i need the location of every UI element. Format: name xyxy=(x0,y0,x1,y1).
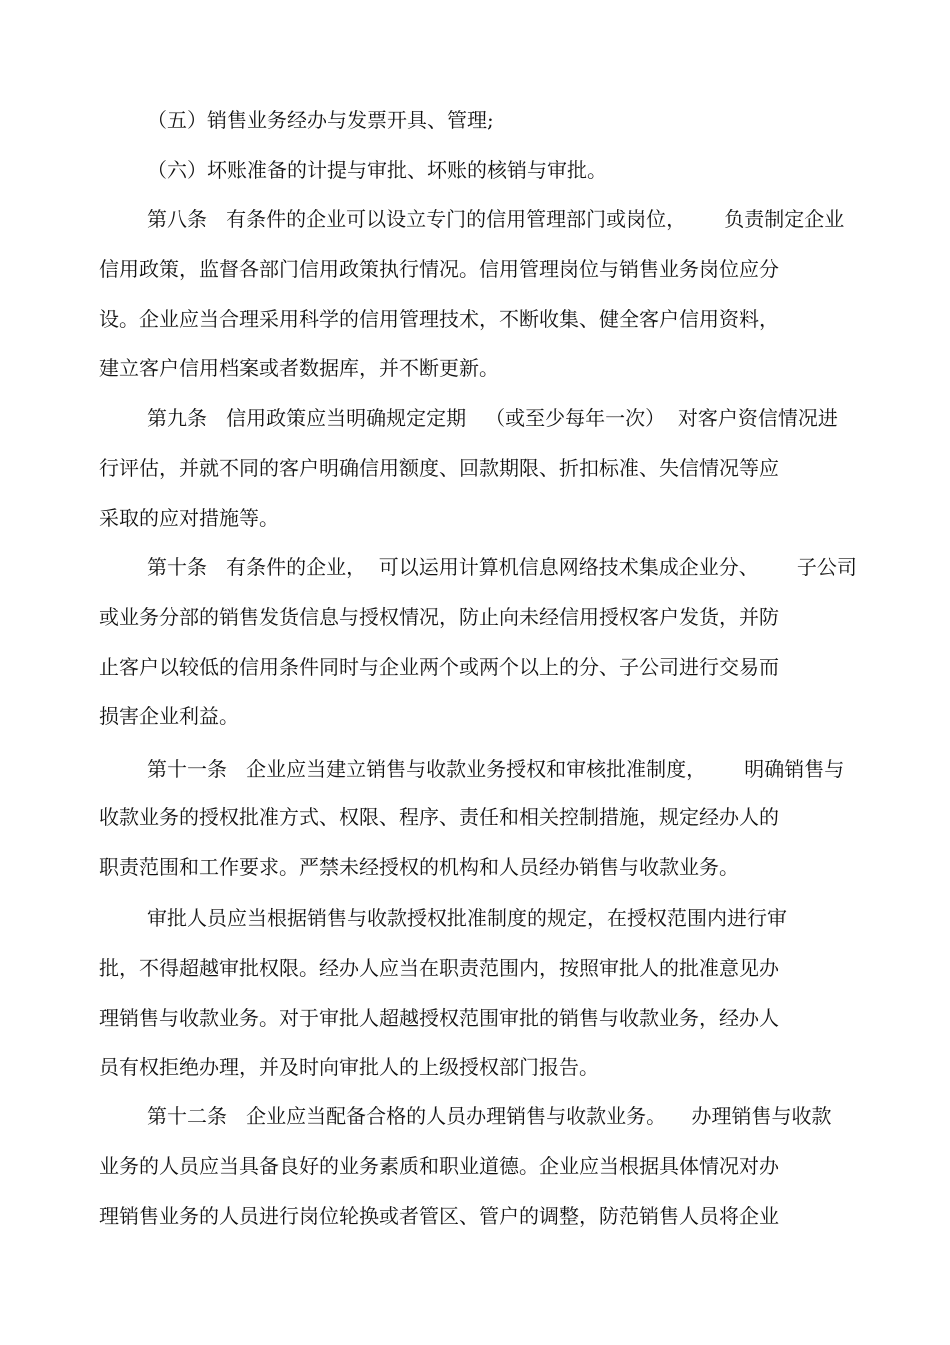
text-line: 第九条 信用政策应当明确规定定期 （或至少每年一次） 对客户资信情况进 xyxy=(147,406,838,430)
text-line: 第十一条 企业应当建立销售与收款业务授权和审核批准制度， 明确销售与 xyxy=(147,757,845,781)
text-line: 或业务分部的销售发货信息与授权情况，防止向未经信用授权客户发货，并防 xyxy=(99,605,779,629)
text-line: 收款业务的授权批准方式、权限、程序、责任和相关控制措施，规定经办人的 xyxy=(99,805,779,829)
text-line: 理销售业务的人员进行岗位轮换或者管区、管户的调整，防范销售人员将企业 xyxy=(99,1204,779,1228)
text-line: 行评估，并就不同的客户明确信用额度、回款期限、折扣标准、失信情况等应 xyxy=(99,456,779,480)
text-line: 第十二条 企业应当配备合格的人员办理销售与收款业务。 办理销售与收款 xyxy=(147,1104,832,1128)
text-line: 职责范围和工作要求。严禁未经授权的机构和人员经办销售与收款业务。 xyxy=(99,855,739,879)
text-line: （六）坏账准备的计提与审批、坏账的核销与审批。 xyxy=(147,158,607,182)
text-line: 第八条 有条件的企业可以设立专门的信用管理部门或岗位， 负责制定企业 xyxy=(147,207,845,231)
text-line: 审批人员应当根据销售与收款授权批准制度的规定，在授权范围内进行审 xyxy=(147,906,787,930)
text-line: 第十条 有条件的企业， 可以运用计算机信息网络技术集成企业分、 子公司 xyxy=(147,555,857,579)
text-line: 业务的人员应当具备良好的业务素质和职业道德。企业应当根据具体情况对办 xyxy=(99,1154,779,1178)
text-line: 止客户以较低的信用条件同时与企业两个或两个以上的分、子公司进行交易而 xyxy=(99,655,779,679)
text-line: 采取的应对措施等。 xyxy=(99,506,279,530)
text-line: 设。企业应当合理采用科学的信用管理技术，不断收集、健全客户信用资料， xyxy=(99,307,779,331)
text-line: （五）销售业务经办与发票开具、管理; xyxy=(147,108,494,132)
text-line: 损害企业利益。 xyxy=(99,704,239,728)
text-line: 建立客户信用档案或者数据库，并不断更新。 xyxy=(99,356,499,380)
text-line: 信用政策，监督各部门信用政策执行情况。信用管理岗位与销售业务岗位应分 xyxy=(99,257,779,281)
text-line: 理销售与收款业务。对于审批人超越授权范围审批的销售与收款业务，经办人 xyxy=(99,1006,779,1030)
text-line: 员有权拒绝办理，并及时向审批人的上级授权部门报告。 xyxy=(99,1055,599,1079)
text-line: 批，不得超越审批权限。经办人应当在职责范围内，按照审批人的批准意见办 xyxy=(99,956,779,980)
